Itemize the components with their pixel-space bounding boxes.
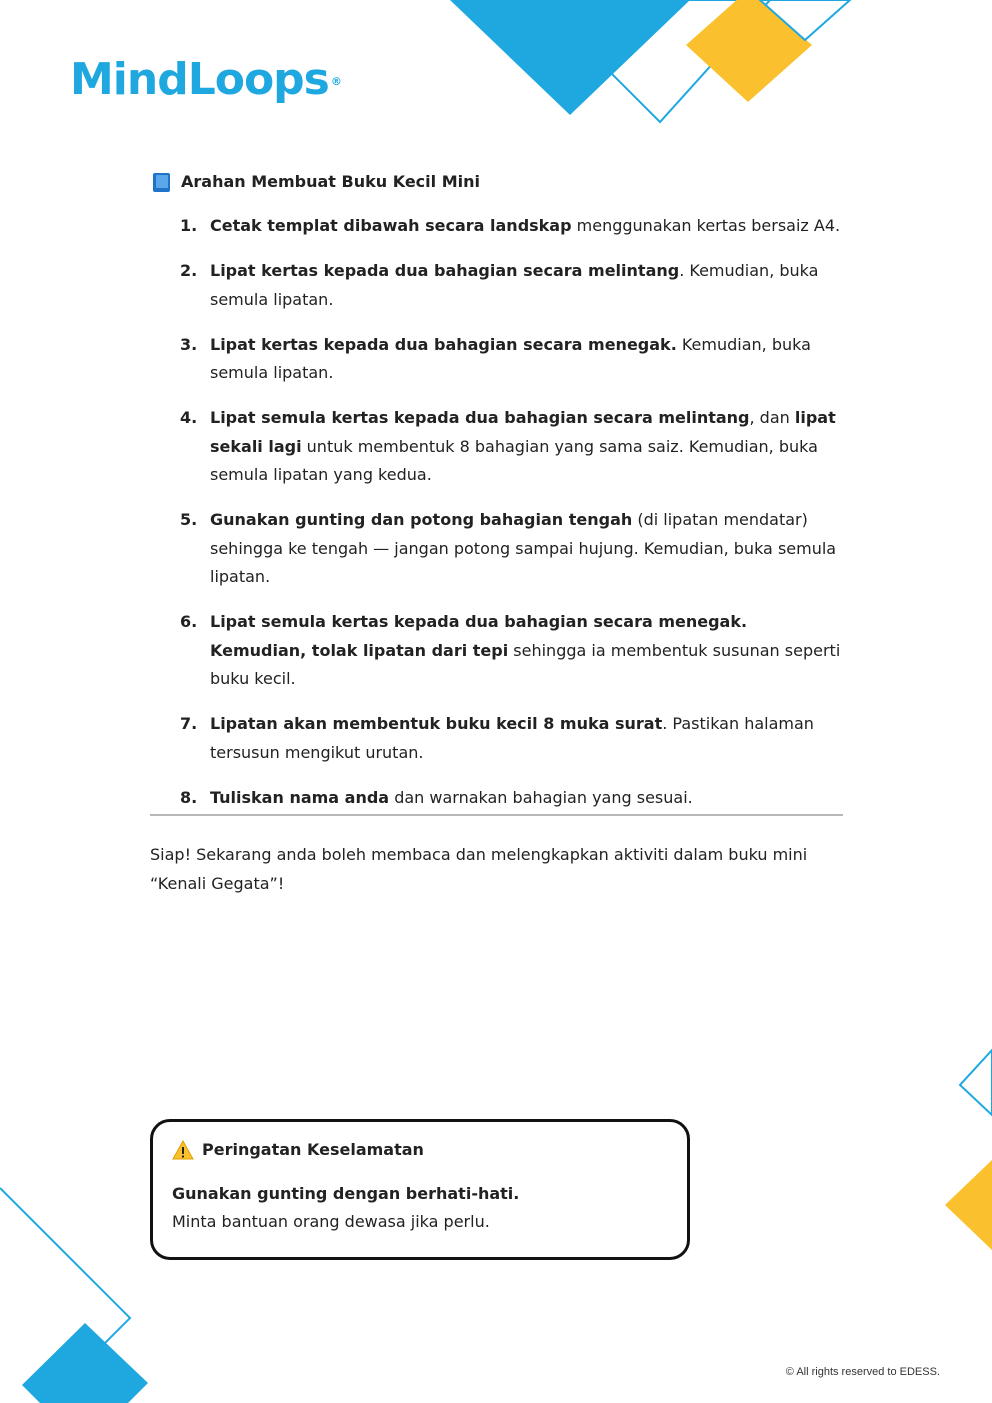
step-number: 7. bbox=[180, 714, 198, 733]
section-heading bbox=[153, 170, 480, 194]
step-number: 1. bbox=[180, 216, 198, 235]
brand-logo-text: MindLoops bbox=[70, 54, 329, 105]
list-item bbox=[180, 257, 842, 314]
step-text: . Pastikan halaman tersusun mengikut urutan. bbox=[210, 714, 814, 762]
book-icon bbox=[153, 173, 170, 192]
step-text: sehingga ia membentuk susunan seperti buku kecil. bbox=[210, 640, 841, 688]
list-item bbox=[180, 784, 842, 813]
divider bbox=[150, 814, 843, 816]
step-number: 2. bbox=[180, 261, 198, 280]
instruction-list bbox=[180, 212, 842, 829]
copyright-footer: © All rights reserved to EDESS. bbox=[785, 1366, 940, 1378]
step-bold: Gunakan gunting dan potong bahagian tengah bbox=[210, 510, 633, 529]
section-heading-text: Arahan Membuat Buku Kecil Mini bbox=[181, 172, 480, 191]
step-text: , dan bbox=[749, 408, 795, 427]
list-item bbox=[180, 404, 842, 490]
step-text: dan warnakan bahagian yang sesuai. bbox=[389, 787, 693, 807]
safety-title bbox=[172, 1138, 668, 1162]
step-number: 8. bbox=[180, 787, 198, 807]
step-text: Kemudian, buka semula lipatan. bbox=[210, 334, 811, 382]
step-number: 5. bbox=[180, 510, 198, 529]
safety-title-text: Peringatan Keselamatan bbox=[202, 1140, 424, 1159]
step-text: (di lipatan mendatar) sehingga ke tengah — jangan potong sampai hujung. Kemudian, buka semula lipatan. bbox=[210, 510, 837, 586]
brand-logo bbox=[70, 50, 341, 110]
step-bold: Cetak templat dibawah secara landskap bbox=[210, 216, 572, 235]
list-item bbox=[180, 608, 842, 694]
step-text: menggunakan kertas bersaiz A4. bbox=[571, 216, 841, 235]
safety-body bbox=[172, 1180, 668, 1236]
step-bold: Lipat semula kertas kepada dua bahagian secara menegak. Kemudian, tolak lipatan dari tepi bbox=[210, 612, 748, 660]
step-text: . Kemudian, buka semula lipatan. bbox=[210, 261, 819, 309]
step-bold: Lipat semula kertas kepada dua bahagian secara melintang bbox=[210, 408, 750, 427]
list-item bbox=[180, 331, 842, 388]
step-bold-2: lipat sekali lagi bbox=[210, 408, 836, 456]
step-bold: Lipat kertas kepada dua bahagian secara menegak. bbox=[210, 334, 677, 354]
step-bold: Lipat kertas kepada dua bahagian secara melintang bbox=[210, 261, 680, 280]
safety-bold-line: Gunakan gunting dengan berhati-hati. bbox=[172, 1184, 520, 1203]
safety-box bbox=[150, 1119, 690, 1260]
safety-line: Minta bantuan orang dewasa jika perlu. bbox=[172, 1212, 490, 1231]
step-bold: Tuliskan nama anda bbox=[210, 787, 390, 807]
step-number: 3. bbox=[180, 334, 198, 354]
step-number: 6. bbox=[180, 612, 198, 631]
step-bold: Lipatan akan membentuk buku kecil 8 muka surat bbox=[210, 714, 663, 733]
step-number: 4. bbox=[180, 408, 198, 427]
list-item bbox=[180, 710, 842, 767]
step-text: untuk membentuk 8 bahagian yang sama saiz. Kemudian, buka semula lipatan yang kedua. bbox=[210, 436, 818, 484]
warning-icon bbox=[172, 1140, 194, 1160]
list-item bbox=[180, 212, 842, 241]
ready-paragraph: Siap! Sekarang anda boleh membaca dan melengkapkan aktiviti dalam buku mini “Kenali Gegata”! bbox=[150, 845, 808, 893]
registered-mark: ® bbox=[330, 75, 341, 88]
list-item bbox=[180, 506, 842, 592]
